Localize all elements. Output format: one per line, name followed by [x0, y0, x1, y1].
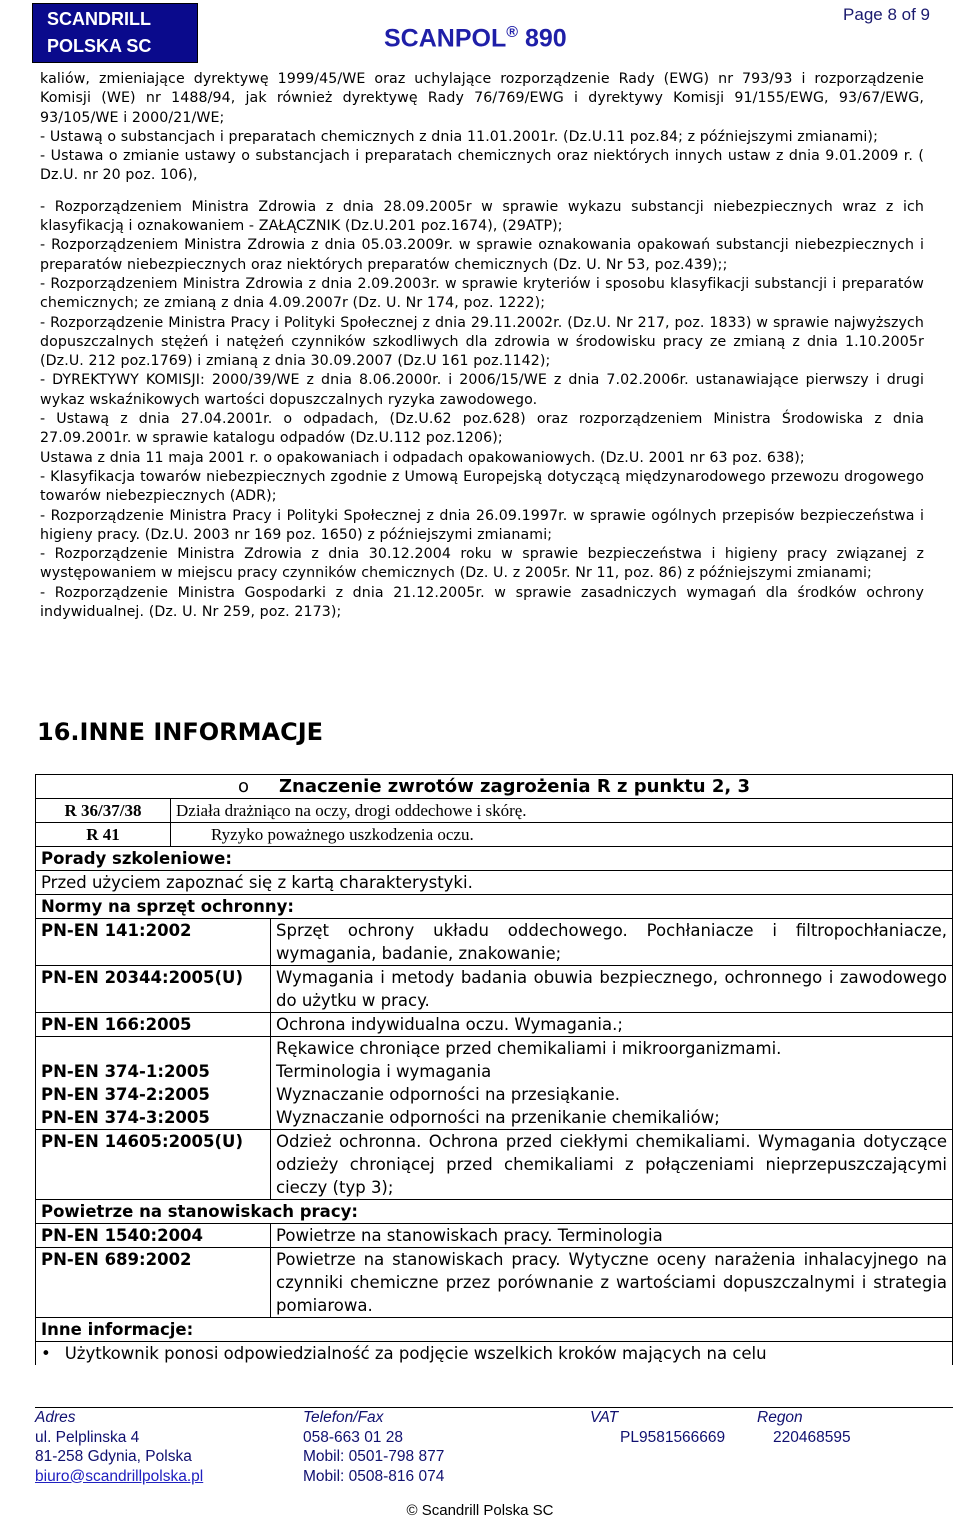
logo-line-1: SCANDRILL	[47, 9, 151, 29]
paragraph: - DYREKTYWY KOMISJI: 2000/39/WE z dnia 8.06.2000r. i 2006/15/WE z dnia 7.02.2006r. ustanawiające pierwszy i drugi wykaz wskaźnikowych wartości dopuszczalnych ryzyka zawodowego.	[40, 372, 924, 408]
footer-regon: Regon 220468595	[757, 1409, 851, 1446]
paragraph: - Rozporządzeniem Ministra Zdrowia z dnia 05.03.2009r. w sprawie oznakowania opakowań substancji niebezpiecznych i preparatów niebezpiecznych oraz niektórych preparatów chemicznych (Dz. U. Nr 53, poz.439);;	[40, 237, 924, 273]
gloves-norm-texts: Rękawice chroniące przed chemikaliami i mikroorganizmami. Terminologia i wymagania Wyznaczanie odporności na przesiąkanie. Wyznaczanie odporności na przenikanie chemikaliów;	[271, 1037, 953, 1130]
paragraph: - Rozporządzenie Ministra Pracy i Polityki Społecznej z dnia 29.11.2002r. (Dz.U. Nr 217, poz. 1833) w sprawie najwyższych dopuszczalnych stężeń i natężeń czynników szkodliwych dla zdrowia w środowisku pracy ze zmianą z dnia 1.10.2005r (Dz.U. 212 poz.1769) i zmianą z dnia 30.09.2007 (Dz.U 161 poz.1142);	[40, 314, 924, 370]
gloves-norm-codes: PN-EN 374-1:2005 PN-EN 374-2:2005 PN-EN 374-3:2005	[36, 1037, 271, 1130]
paragraph: kaliów, zmieniające dyrektywę 1999/45/WE oraz uchylające rozporządzenie Rady (EWG) nr 793/93 i rozporządzenie Komisji (WE) nr 1488/94, jak również dyrektywę Rady 76/769/EWG i dyrektywy Komisji 91/155/EWG, 93/67/EWG, 93/105/WE i 2000/21/WE;	[40, 71, 924, 126]
norm-code: PN-EN 689:2002	[36, 1248, 271, 1318]
paragraph: - Rozporządzeniem Ministra Zdrowia z dnia 28.09.2005r w sprawie wykazu substancji niebezpiecznych wraz z ich klasyfikacją i oznakowaniem - ZAŁĄCZNIK (Dz.U.201 poz.1674), (29ATP);	[40, 198, 924, 235]
paragraph: Ustawa z dnia 11 maja 2001 r. o opakowaniach i odpadach opakowaniowych. (Dz.U. 2001 nr 63 poz. 638);	[40, 449, 805, 466]
other-information-table	[35, 774, 953, 1365]
r-phrase-text: Działa drażniąco na oczy, drogi oddechowe i skórę.	[171, 799, 953, 823]
norm-code: PN-EN 20344:2005(U)	[36, 966, 271, 1013]
norm-text: Powietrze na stanowiskach pracy. Wytyczne oceny narażenia inhalacyjnego na czynniki chemiczne przez porównanie z wartościami dopuszczalnymi i strategia pomiarowa.	[271, 1248, 953, 1318]
footer-address: Adres ul. Pelplinska 4 81-258 Gdynia, Polska biuro@scandrillpolska.pl	[35, 1409, 204, 1485]
paragraph: - Rozporządzenie Ministra Pracy i Polityki Społecznej z dnia 26.09.1997r. w sprawie ogólnych przepisów bezpieczeństwa i higieny pracy. (Dz.U. 2003 nr 169 poz. 1650) z późniejszymi zmianami;	[40, 507, 924, 543]
copyright: © Scandrill Polska SC	[406, 1502, 554, 1519]
norm-code: PN-EN 14605:2005(U)	[36, 1130, 271, 1200]
r-phrase-code: R 36/37/38	[36, 799, 171, 823]
section-title: 16.INNE INFORMACJE	[37, 718, 324, 746]
paragraph: - Ustawą z dnia 27.04.2001r. o odpadach, (Dz.U.62 poz.628) oraz rozporządzeniem Ministra Środowiska z dnia 27.09.2001r. w sprawie katalogu odpadów (Dz.U.112 poz.1206);	[40, 411, 924, 447]
bullet-icon: •	[41, 1344, 51, 1363]
paragraph: - Rozporządzeniem Ministra Zdrowia z dnia 2.09.2003r. w sprawie kryteriów i sposobu klasyfikacji substancji i preparatów chemicznych; ze zmianą z dnia 4.09.2007r (Dz. U. Nr 174, poz. 1222);	[40, 275, 924, 312]
air-label: Powietrze na stanowiskach pracy:	[36, 1200, 953, 1224]
norm-code: PN-EN 1540:2004	[36, 1224, 271, 1248]
norm-text: Powietrze na stanowiskach pracy. Terminologia	[271, 1224, 953, 1248]
norm-code: PN-EN 166:2005	[36, 1013, 271, 1037]
paragraph: - Rozporządzenie Ministra Gospodarki z dnia 21.12.2005r. w sprawie zasadniczych wymagań dla środków ochrony indywidualnej. (Dz. U. Nr 259, poz. 2173);	[40, 584, 924, 621]
r-phrase-code: R 41	[36, 823, 171, 847]
footer-vat: VAT PL9581566669	[590, 1409, 726, 1446]
norm-text: Odzież ochronna. Ochrona przed ciekłymi chemikaliami. Wymagania dotyczące odzieży chroniącej przed chemikaliami z połączeniami nieprzepuszczającymi cieczy (typ 3);	[271, 1130, 953, 1200]
norm-text: Wymagania i metody badania obuwia bezpiecznego, ochronnego i zawodowego do użytku w pracy.	[271, 966, 953, 1013]
product-name: SCANPOL® 890	[384, 24, 567, 53]
company-logo	[32, 3, 198, 63]
logo-line-2: POLSKA SC	[47, 36, 152, 56]
paragraph: - Rozporządzenie Ministra Zdrowia z dnia 30.12.2004 roku w sprawie bezpieczeństwa i higieny pracy związanej z występowaniem w miejscu pracy czynników chemicznych (Dz. U. z 2005r. Nr 11, poz. 86) z późniejszymi zmianami;	[40, 546, 924, 582]
footer-phone: Telefon/Fax 058-663 01 28 Mobil: 0501-798 877 Mobil: 0508-816 074	[303, 1409, 445, 1485]
registered-mark: ®	[506, 24, 519, 41]
r-phrases-header: o Znaczenie zwrotów zagrożenia R z punktu 2, 3	[36, 775, 953, 799]
paragraph: - Ustawa o zmianie ustawy o substancjach i preparatach chemicznych oraz niektórych innych ustaw z dnia 9.01.2009 r. ( Dz.U. nr 20 poz. 106),	[40, 148, 924, 184]
other-info-text: • Użytkownik ponosi odpowiedzialność za podjęcie wszelkich kroków mających na celu	[36, 1342, 953, 1366]
training-label: Porady szkoleniowe:	[36, 847, 953, 871]
r-phrase-text: Ryzyko poważnego uszkodzenia oczu.	[171, 823, 953, 847]
header-bullet: o	[237, 776, 249, 797]
norm-text: Sprzęt ochrony układu oddechowego. Pochłaniacze i filtropochłaniacze, wymagania, badanie, znakowanie;	[271, 919, 953, 966]
training-text: Przed użyciem zapoznać się z kartą charakterystyki.	[36, 871, 953, 895]
norms-label: Normy na sprzęt ochronny:	[36, 895, 953, 919]
norm-code: PN-EN 141:2002	[36, 919, 271, 966]
regulations-list	[40, 70, 924, 622]
paragraph: - Klasyfikacja towarów niebezpiecznych zgodnie z Umową Europejską dotyczącą międzynarodowego przewozu drogowego towarów niebezpiecznych (ADR);	[40, 468, 924, 505]
norm-text: Ochrona indywidualna oczu. Wymagania.;	[271, 1013, 953, 1037]
paragraph: - Ustawą o substancjach i preparatach chemicznych z dnia 11.01.2001r. (Dz.U.11 poz.84; z późniejszymi zmianami);	[40, 128, 878, 145]
other-info-label: Inne informacje:	[36, 1318, 953, 1342]
email-link[interactable]: biuro@scandrillpolska.pl	[35, 1467, 204, 1485]
page-number: Page 8 of 9	[843, 5, 930, 24]
